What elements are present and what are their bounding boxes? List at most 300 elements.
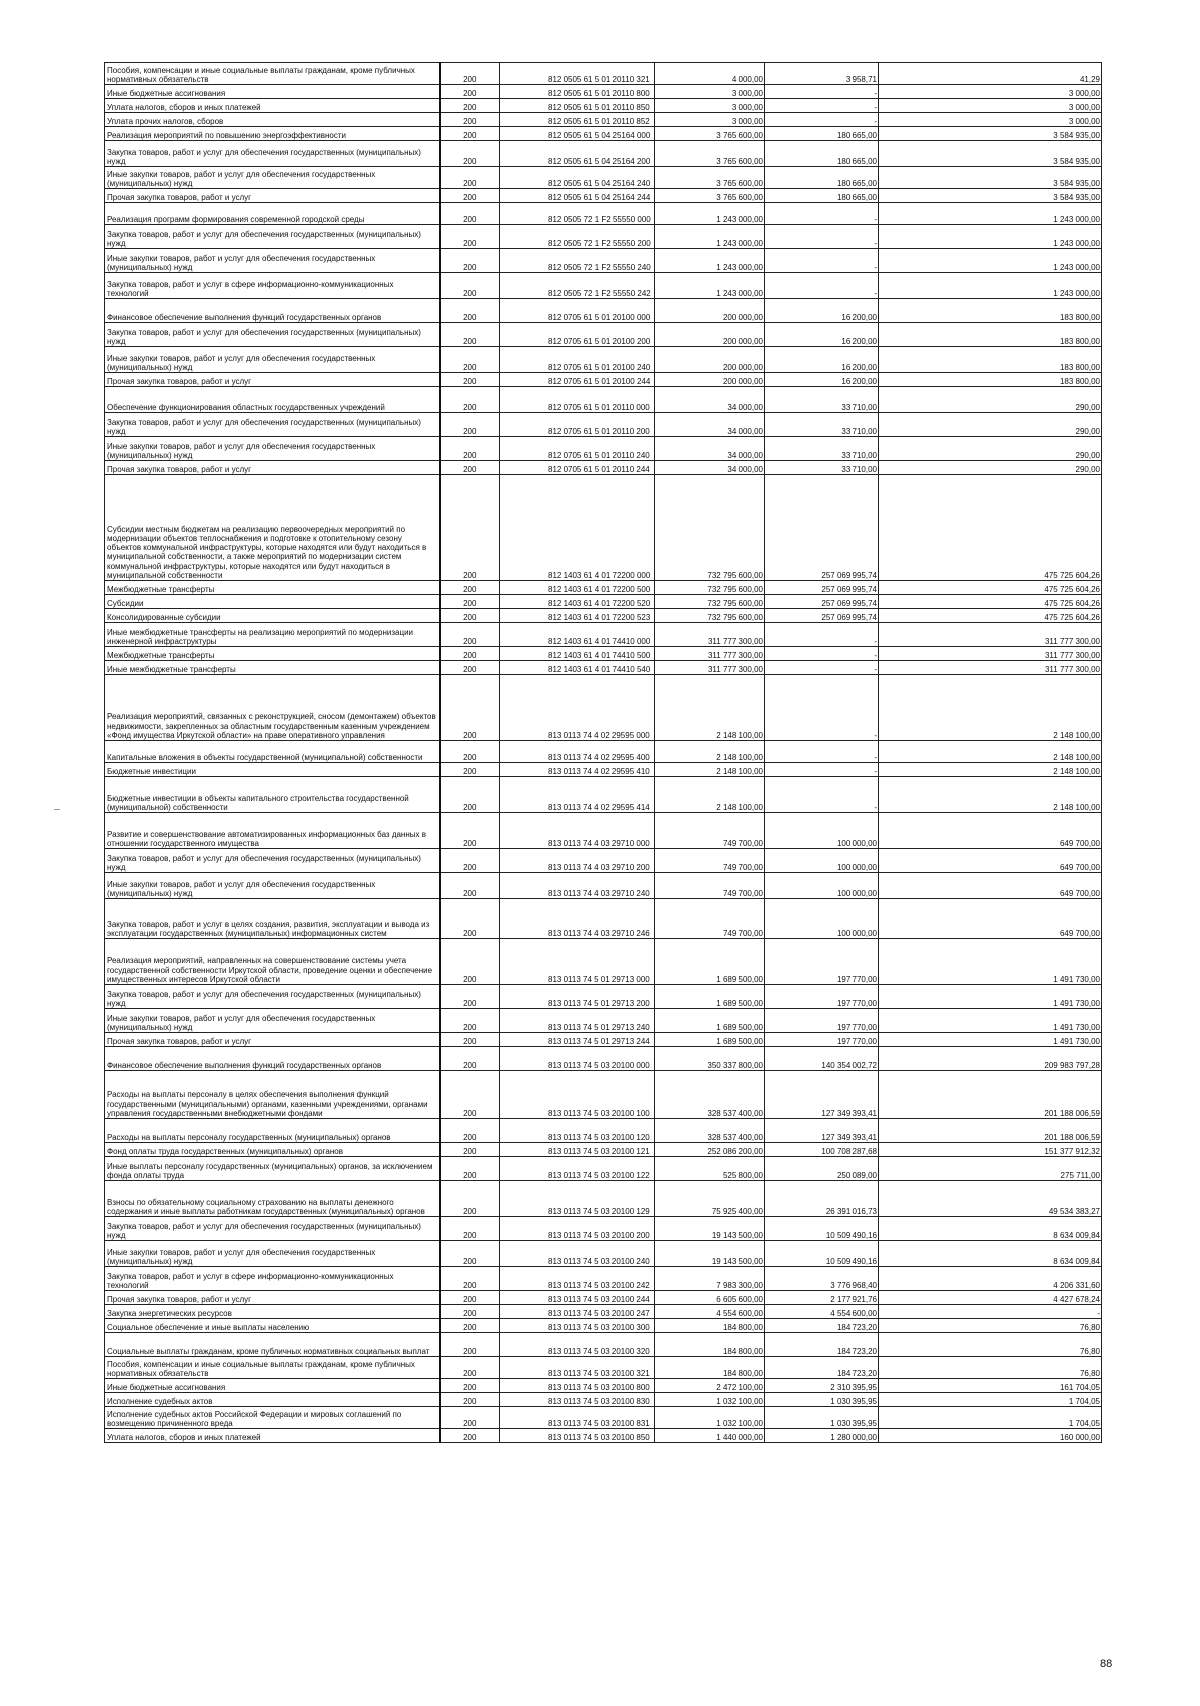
row-executed-cell: 33 710,00 [765,387,879,413]
row-remaining-cell: 2 148 100,00 [879,675,1102,741]
row-executed-cell: 33 710,00 [765,413,879,437]
row-name-cell: Закупка товаров, работ и услуг в целях создания, развития, эксплуатации и вывода из эксплуатации государственных (муниципальных) информационных систем [105,899,440,939]
row-plan-cell: 3 765 600,00 [655,189,765,203]
row-remaining-cell: 649 700,00 [879,813,1102,849]
row-remaining-cell: 49 534 383,27 [879,1181,1102,1217]
row-plan-cell: 200 000,00 [655,373,765,387]
row-code-cell: 200 [440,347,500,373]
row-executed-cell: 33 710,00 [765,437,879,461]
row-name-cell: Иные закупки товаров, работ и услуг для обеспечения государственных (муниципальных) нужд [105,1241,440,1267]
row-executed-cell: 197 770,00 [765,939,879,985]
table-row [105,85,1102,99]
row-name-cell: Бюджетные инвестиции [105,763,440,777]
table-row [105,1047,1102,1071]
row-plan-cell: 3 000,00 [655,99,765,113]
row-executed-cell: 184 723,20 [765,1357,879,1379]
row-remaining-cell: 275 711,00 [879,1157,1102,1181]
row-name-cell: Реализация мероприятий, направленных на совершенствование системы учета государственной собственности Иркутской области, проведение оценки и обеспечение имущественных интересов Иркутской области [105,939,440,985]
row-kbk-cell: 813 0113 74 5 03 20100 240 [500,1241,655,1267]
row-code-cell: 200 [440,167,500,189]
table-row [105,1181,1102,1217]
table-row [105,1319,1102,1333]
row-code-cell: 200 [440,203,500,225]
row-kbk-cell: 813 0113 74 5 03 20100 831 [500,1407,655,1429]
row-plan-cell: 350 337 800,00 [655,1047,765,1071]
row-remaining-cell: 183 800,00 [879,347,1102,373]
row-plan-cell: 184 800,00 [655,1319,765,1333]
row-name-cell: Закупка энергетических ресурсов [105,1305,440,1319]
row-code-cell: 200 [440,581,500,595]
row-kbk-cell: 812 0705 61 5 01 20110 000 [500,387,655,413]
row-name-cell: Иные межбюджетные трансферты на реализацию мероприятий по модернизации инженерной инфраструктуры [105,623,440,647]
row-kbk-cell: 813 0113 74 4 02 29595 414 [500,777,655,813]
row-name-cell: Исполнение судебных актов [105,1393,440,1407]
table-row [105,1009,1102,1033]
row-executed-cell: 180 665,00 [765,167,879,189]
table-row [105,609,1102,623]
row-kbk-cell: 812 0505 72 1 F2 55550 000 [500,203,655,225]
row-code-cell: 200 [440,1071,500,1119]
row-executed-cell: 100 000,00 [765,899,879,939]
row-code-cell: 200 [440,1305,500,1319]
row-plan-cell: 1 689 500,00 [655,1033,765,1047]
row-plan-cell: 4 554 600,00 [655,1305,765,1319]
row-plan-cell: 1 689 500,00 [655,1009,765,1033]
row-name-cell: Консолидированные субсидии [105,609,440,623]
row-plan-cell: 1 440 000,00 [655,1429,765,1443]
table-row [105,141,1102,167]
row-plan-cell: 2 148 100,00 [655,675,765,741]
row-remaining-cell: 290,00 [879,461,1102,475]
row-kbk-cell: 813 0113 74 5 03 20100 120 [500,1119,655,1143]
row-plan-cell: 1 243 000,00 [655,249,765,273]
row-remaining-cell: - [879,1305,1102,1319]
row-code-cell: 200 [440,1143,500,1157]
row-code-cell: 200 [440,777,500,813]
row-plan-cell: 732 795 600,00 [655,609,765,623]
row-code-cell: 200 [440,813,500,849]
row-plan-cell: 7 983 300,00 [655,1267,765,1291]
table-row [105,299,1102,323]
row-executed-cell: - [765,647,879,661]
row-executed-cell: 1 280 000,00 [765,1429,879,1443]
row-plan-cell: 1 032 100,00 [655,1393,765,1407]
table-row [105,1157,1102,1181]
row-remaining-cell: 475 725 604,26 [879,581,1102,595]
table-row [105,661,1102,675]
row-executed-cell: 197 770,00 [765,1033,879,1047]
row-kbk-cell: 812 0505 61 5 04 25164 244 [500,189,655,203]
row-remaining-cell: 3 584 935,00 [879,189,1102,203]
table-row [105,113,1102,127]
row-kbk-cell: 813 0113 74 5 03 20100 122 [500,1157,655,1181]
row-plan-cell: 200 000,00 [655,347,765,373]
row-remaining-cell: 3 000,00 [879,85,1102,99]
row-executed-cell: - [765,741,879,763]
row-plan-cell: 732 795 600,00 [655,581,765,595]
row-code-cell: 200 [440,849,500,873]
row-name-cell: Социальное обеспечение и иные выплаты населению [105,1319,440,1333]
row-name-cell: Финансовое обеспечение выполнения функций государственных органов [105,299,440,323]
row-name-cell: Иные бюджетные ассигнования [105,1379,440,1393]
row-remaining-cell: 311 777 300,00 [879,647,1102,661]
row-code-cell: 200 [440,99,500,113]
row-code-cell: 200 [440,475,500,581]
row-kbk-cell: 813 0113 74 4 03 29710 240 [500,873,655,899]
row-kbk-cell: 813 0113 74 4 02 29595 400 [500,741,655,763]
row-kbk-cell: 812 0705 61 5 01 20100 240 [500,347,655,373]
row-plan-cell: 34 000,00 [655,387,765,413]
table-row [105,413,1102,437]
row-name-cell: Иные межбюджетные трансферты [105,661,440,675]
row-code-cell: 200 [440,609,500,623]
page-number: 88 [1100,1658,1113,1670]
row-executed-cell: 4 554 600,00 [765,1305,879,1319]
row-code-cell: 200 [440,113,500,127]
row-code-cell: 200 [440,63,500,85]
row-executed-cell: 184 723,20 [765,1319,879,1333]
row-executed-cell: - [765,99,879,113]
row-kbk-cell: 813 0113 74 5 03 20100 242 [500,1267,655,1291]
row-kbk-cell: 812 0505 61 5 01 20110 852 [500,113,655,127]
row-kbk-cell: 813 0113 74 5 03 20100 247 [500,1305,655,1319]
row-name-cell: Расходы на выплаты персоналу государственных (муниципальных) органов [105,1119,440,1143]
row-remaining-cell: 3 000,00 [879,99,1102,113]
row-name-cell: Реализация мероприятий, связанных с реконструкцией, сносом (демонтажем) объектов недвижимости, закрепленных за областным государственным казенным учреждением «Фонд имущества Иркутской области» на праве оперативного управления [105,675,440,741]
table-row [105,675,1102,741]
row-name-cell: Закупка товаров, работ и услуг в сфере информационно-коммуникационных технологий [105,1267,440,1291]
row-executed-cell: - [765,273,879,299]
row-plan-cell: 2 148 100,00 [655,777,765,813]
row-code-cell: 200 [440,1009,500,1033]
row-remaining-cell: 160 000,00 [879,1429,1102,1443]
row-executed-cell: 257 069 995,74 [765,595,879,609]
row-code-cell: 200 [440,461,500,475]
row-executed-cell: 197 770,00 [765,1009,879,1033]
row-code-cell: 200 [440,1291,500,1305]
row-name-cell: Закупка товаров, работ и услуг для обеспечения государственных (муниципальных) нужд [105,413,440,437]
row-remaining-cell: 1 243 000,00 [879,249,1102,273]
row-plan-cell: 525 800,00 [655,1157,765,1181]
row-remaining-cell: 4 206 331,60 [879,1267,1102,1291]
table-row [105,1071,1102,1119]
table-row [105,899,1102,939]
row-name-cell: Субсидии местным бюджетам на реализацию первоочередных мероприятий по модернизации объектов теплоснабжения и подготовке к отопительному сезону объектов коммунальной инфраструктуры, которые находятся или будут находиться в муниципальной собственности, а также мероприятий по модернизации систем коммунальной инфраструктуры, которые находятся или будут находиться в муниципальной собственности [105,475,440,581]
row-plan-cell: 184 800,00 [655,1333,765,1357]
row-name-cell: Субсидии [105,595,440,609]
table-row [105,813,1102,849]
table-row [105,595,1102,609]
row-remaining-cell: 2 148 100,00 [879,741,1102,763]
row-plan-cell: 1 243 000,00 [655,225,765,249]
row-name-cell: Прочая закупка товаров, работ и услуг [105,189,440,203]
row-executed-cell: - [765,203,879,225]
row-remaining-cell: 475 725 604,26 [879,595,1102,609]
row-remaining-cell: 209 983 797,28 [879,1047,1102,1071]
row-code-cell: 200 [440,1319,500,1333]
row-plan-cell: 1 243 000,00 [655,203,765,225]
row-plan-cell: 311 777 300,00 [655,647,765,661]
row-name-cell: Уплата прочих налогов, сборов [105,113,440,127]
row-code-cell: 200 [440,1241,500,1267]
row-name-cell: Иные выплаты персоналу государственных (муниципальных) органов, за исключением фонда оплаты труда [105,1157,440,1181]
row-remaining-cell: 311 777 300,00 [879,661,1102,675]
row-kbk-cell: 812 0505 61 5 04 25164 000 [500,127,655,141]
row-plan-cell: 19 143 500,00 [655,1241,765,1267]
row-kbk-cell: 813 0113 74 5 01 29713 240 [500,1009,655,1033]
row-kbk-cell: 813 0113 74 5 03 20100 121 [500,1143,655,1157]
row-plan-cell: 732 795 600,00 [655,595,765,609]
row-kbk-cell: 812 1403 61 4 01 72200 000 [500,475,655,581]
row-kbk-cell: 812 0705 61 5 01 20110 244 [500,461,655,475]
row-code-cell: 200 [440,1267,500,1291]
table-row [105,1217,1102,1241]
row-remaining-cell: 8 634 009,84 [879,1241,1102,1267]
row-executed-cell: 180 665,00 [765,189,879,203]
row-kbk-cell: 812 1403 61 4 01 72200 523 [500,609,655,623]
row-code-cell: 200 [440,939,500,985]
row-plan-cell: 328 537 400,00 [655,1071,765,1119]
row-code-cell: 200 [440,1379,500,1393]
row-kbk-cell: 812 0505 72 1 F2 55550 242 [500,273,655,299]
row-kbk-cell: 812 1403 61 4 01 72200 520 [500,595,655,609]
row-kbk-cell: 813 0113 74 4 02 29595 410 [500,763,655,777]
table-row [105,1143,1102,1157]
row-remaining-cell: 1 491 730,00 [879,939,1102,985]
row-executed-cell: 180 665,00 [765,141,879,167]
row-code-cell: 200 [440,623,500,647]
row-plan-cell: 19 143 500,00 [655,1217,765,1241]
row-name-cell: Взносы по обязательному социальному страхованию на выплаты денежного содержания и иные выплаты работникам государственных (муниципальных) органов [105,1181,440,1217]
table-row [105,461,1102,475]
scan-mark [54,809,60,810]
row-name-cell: Исполнение судебных актов Российской Федерации и мировых соглашений по возмещению причиненного вреда [105,1407,440,1429]
row-plan-cell: 252 086 200,00 [655,1143,765,1157]
row-name-cell: Развитие и совершенствование автоматизированных информационных баз данных в отношении государственного имущества [105,813,440,849]
row-plan-cell: 4 000,00 [655,63,765,85]
row-name-cell: Реализация программ формирования современной городской среды [105,203,440,225]
row-remaining-cell: 183 800,00 [879,299,1102,323]
row-executed-cell: - [765,113,879,127]
row-remaining-cell: 3 584 935,00 [879,167,1102,189]
row-executed-cell: - [765,623,879,647]
table-row [105,63,1102,85]
row-remaining-cell: 649 700,00 [879,899,1102,939]
row-code-cell: 200 [440,1047,500,1071]
row-kbk-cell: 813 0113 74 5 03 20100 200 [500,1217,655,1241]
row-plan-cell: 184 800,00 [655,1357,765,1379]
row-executed-cell: 10 509 490,16 [765,1241,879,1267]
row-executed-cell: 257 069 995,74 [765,609,879,623]
row-name-cell: Закупка товаров, работ и услуг для обеспечения государственных (муниципальных) нужд [105,225,440,249]
table-row [105,647,1102,661]
row-name-cell: Фонд оплаты труда государственных (муниципальных) органов [105,1143,440,1157]
row-code-cell: 200 [440,387,500,413]
row-executed-cell: 127 349 393,41 [765,1071,879,1119]
row-executed-cell: 197 770,00 [765,985,879,1009]
row-plan-cell: 3 000,00 [655,85,765,99]
row-kbk-cell: 812 0505 61 5 01 20110 321 [500,63,655,85]
row-kbk-cell: 812 0705 61 5 01 20110 200 [500,413,655,437]
row-code-cell: 200 [440,741,500,763]
row-kbk-cell: 813 0113 74 5 03 20100 850 [500,1429,655,1443]
row-remaining-cell: 41,29 [879,63,1102,85]
row-plan-cell: 732 795 600,00 [655,475,765,581]
table-row [105,387,1102,413]
row-name-cell: Межбюджетные трансферты [105,581,440,595]
row-name-cell: Иные закупки товаров, работ и услуг для обеспечения государственных (муниципальных) нужд [105,1009,440,1033]
table-row [105,777,1102,813]
row-executed-cell: - [765,675,879,741]
row-remaining-cell: 201 188 006,59 [879,1119,1102,1143]
row-remaining-cell: 475 725 604,26 [879,475,1102,581]
row-remaining-cell: 290,00 [879,387,1102,413]
table-row [105,1379,1102,1393]
row-kbk-cell: 812 0505 61 5 04 25164 200 [500,141,655,167]
row-code-cell: 200 [440,225,500,249]
table-row [105,1429,1102,1443]
row-executed-cell: - [765,777,879,813]
row-executed-cell: 184 723,20 [765,1333,879,1357]
row-kbk-cell: 813 0113 74 5 03 20100 129 [500,1181,655,1217]
row-remaining-cell: 475 725 604,26 [879,609,1102,623]
table-row [105,1305,1102,1319]
row-plan-cell: 1 689 500,00 [655,939,765,985]
row-plan-cell: 1 032 100,00 [655,1407,765,1429]
row-remaining-cell: 2 148 100,00 [879,777,1102,813]
row-remaining-cell: 201 188 006,59 [879,1071,1102,1119]
row-code-cell: 200 [440,763,500,777]
row-code-cell: 200 [440,85,500,99]
row-executed-cell: 257 069 995,74 [765,475,879,581]
row-kbk-cell: 812 0505 61 5 01 20110 800 [500,85,655,99]
table-row [105,623,1102,647]
row-name-cell: Закупка товаров, работ и услуг для обеспечения государственных (муниципальных) нужд [105,323,440,347]
row-kbk-cell: 813 0113 74 4 02 29595 000 [500,675,655,741]
row-code-cell: 200 [440,413,500,437]
row-code-cell: 200 [440,323,500,347]
row-code-cell: 200 [440,899,500,939]
row-kbk-cell: 813 0113 74 5 03 20100 800 [500,1379,655,1393]
row-executed-cell: 1 030 395,95 [765,1407,879,1429]
table-row [105,1119,1102,1143]
row-executed-cell: 100 000,00 [765,873,879,899]
row-executed-cell: 257 069 995,74 [765,581,879,595]
row-name-cell: Обеспечение функционирования областных государственных учреждений [105,387,440,413]
row-name-cell: Уплата налогов, сборов и иных платежей [105,99,440,113]
row-name-cell: Закупка товаров, работ и услуг для обеспечения государственных (муниципальных) нужд [105,985,440,1009]
row-executed-cell: 10 509 490,16 [765,1217,879,1241]
row-executed-cell: 100 708 287,68 [765,1143,879,1157]
table-row [105,939,1102,985]
row-kbk-cell: 813 0113 74 5 03 20100 244 [500,1291,655,1305]
row-executed-cell: 1 030 395,95 [765,1393,879,1407]
row-name-cell: Капитальные вложения в объекты государственной (муниципальной) собственности [105,741,440,763]
row-executed-cell: 3 776 968,40 [765,1267,879,1291]
table-body [105,63,1102,1443]
row-remaining-cell: 3 000,00 [879,113,1102,127]
row-code-cell: 200 [440,1393,500,1407]
row-kbk-cell: 812 0505 61 5 04 25164 240 [500,167,655,189]
row-name-cell: Иные закупки товаров, работ и услуг для обеспечения государственных (муниципальных) нужд [105,167,440,189]
row-name-cell: Бюджетные инвестиции в объекты капитального строительства государственной (муниципальной) собственности [105,777,440,813]
row-remaining-cell: 290,00 [879,437,1102,461]
row-executed-cell: 33 710,00 [765,461,879,475]
row-code-cell: 200 [440,373,500,387]
row-executed-cell: - [765,763,879,777]
row-code-cell: 200 [440,1181,500,1217]
row-code-cell: 200 [440,661,500,675]
row-code-cell: 200 [440,437,500,461]
row-kbk-cell: 813 0113 74 4 03 29710 000 [500,813,655,849]
row-executed-cell: 250 089,00 [765,1157,879,1181]
row-code-cell: 200 [440,299,500,323]
row-name-cell: Пособия, компенсации и иные социальные выплаты гражданам, кроме публичных нормативных обязательств [105,63,440,85]
row-code-cell: 200 [440,1407,500,1429]
row-name-cell: Уплата налогов, сборов и иных платежей [105,1429,440,1443]
row-kbk-cell: 813 0113 74 5 01 29713 200 [500,985,655,1009]
row-name-cell: Иные бюджетные ассигнования [105,85,440,99]
table-row [105,475,1102,581]
row-kbk-cell: 812 0705 61 5 01 20100 244 [500,373,655,387]
row-plan-cell: 200 000,00 [655,323,765,347]
row-remaining-cell: 1 491 730,00 [879,985,1102,1009]
row-kbk-cell: 813 0113 74 4 03 29710 200 [500,849,655,873]
row-executed-cell: 100 000,00 [765,813,879,849]
row-name-cell: Закупка товаров, работ и услуг в сфере информационно-коммуникационных технологий [105,273,440,299]
row-kbk-cell: 813 0113 74 5 03 20100 321 [500,1357,655,1379]
table-row [105,249,1102,273]
row-code-cell: 200 [440,1333,500,1357]
row-name-cell: Расходы на выплаты персоналу в целях обеспечения выполнения функций государственными (муниципальными) органами, казенными учреждениями, органами управления государственными внебюджетными фондами [105,1071,440,1119]
row-remaining-cell: 2 148 100,00 [879,763,1102,777]
row-executed-cell: 16 200,00 [765,347,879,373]
row-plan-cell: 3 000,00 [655,113,765,127]
table-row [105,985,1102,1009]
row-name-cell: Реализация мероприятий по повышению энергоэффективности [105,127,440,141]
row-remaining-cell: 1 491 730,00 [879,1033,1102,1047]
row-remaining-cell: 1 491 730,00 [879,1009,1102,1033]
row-name-cell: Иные закупки товаров, работ и услуг для обеспечения государственных (муниципальных) нужд [105,437,440,461]
row-remaining-cell: 1 704,05 [879,1393,1102,1407]
table-row [105,203,1102,225]
row-name-cell: Пособия, компенсации и иные социальные выплаты гражданам, кроме публичных нормативных обязательств [105,1357,440,1379]
row-kbk-cell: 812 0705 61 5 01 20100 200 [500,323,655,347]
row-plan-cell: 2 148 100,00 [655,763,765,777]
row-name-cell: Иные закупки товаров, работ и услуг для обеспечения государственных (муниципальных) нужд [105,249,440,273]
row-plan-cell: 3 765 600,00 [655,127,765,141]
row-executed-cell: - [765,249,879,273]
row-plan-cell: 311 777 300,00 [655,661,765,675]
row-code-cell: 200 [440,141,500,167]
row-plan-cell: 3 765 600,00 [655,141,765,167]
table-row [105,99,1102,113]
table-row [105,127,1102,141]
row-kbk-cell: 813 0113 74 5 03 20100 320 [500,1333,655,1357]
row-plan-cell: 3 765 600,00 [655,167,765,189]
row-name-cell: Закупка товаров, работ и услуг для обеспечения государственных (муниципальных) нужд [105,849,440,873]
table-row [105,849,1102,873]
row-remaining-cell: 4 427 678,24 [879,1291,1102,1305]
row-executed-cell: 2 177 921,76 [765,1291,879,1305]
budget-execution-table-container [104,62,1102,1443]
row-code-cell: 200 [440,1033,500,1047]
row-remaining-cell: 3 584 935,00 [879,127,1102,141]
row-code-cell: 200 [440,1157,500,1181]
row-code-cell: 200 [440,249,500,273]
row-kbk-cell: 813 0113 74 5 03 20100 000 [500,1047,655,1071]
table-row [105,1241,1102,1267]
